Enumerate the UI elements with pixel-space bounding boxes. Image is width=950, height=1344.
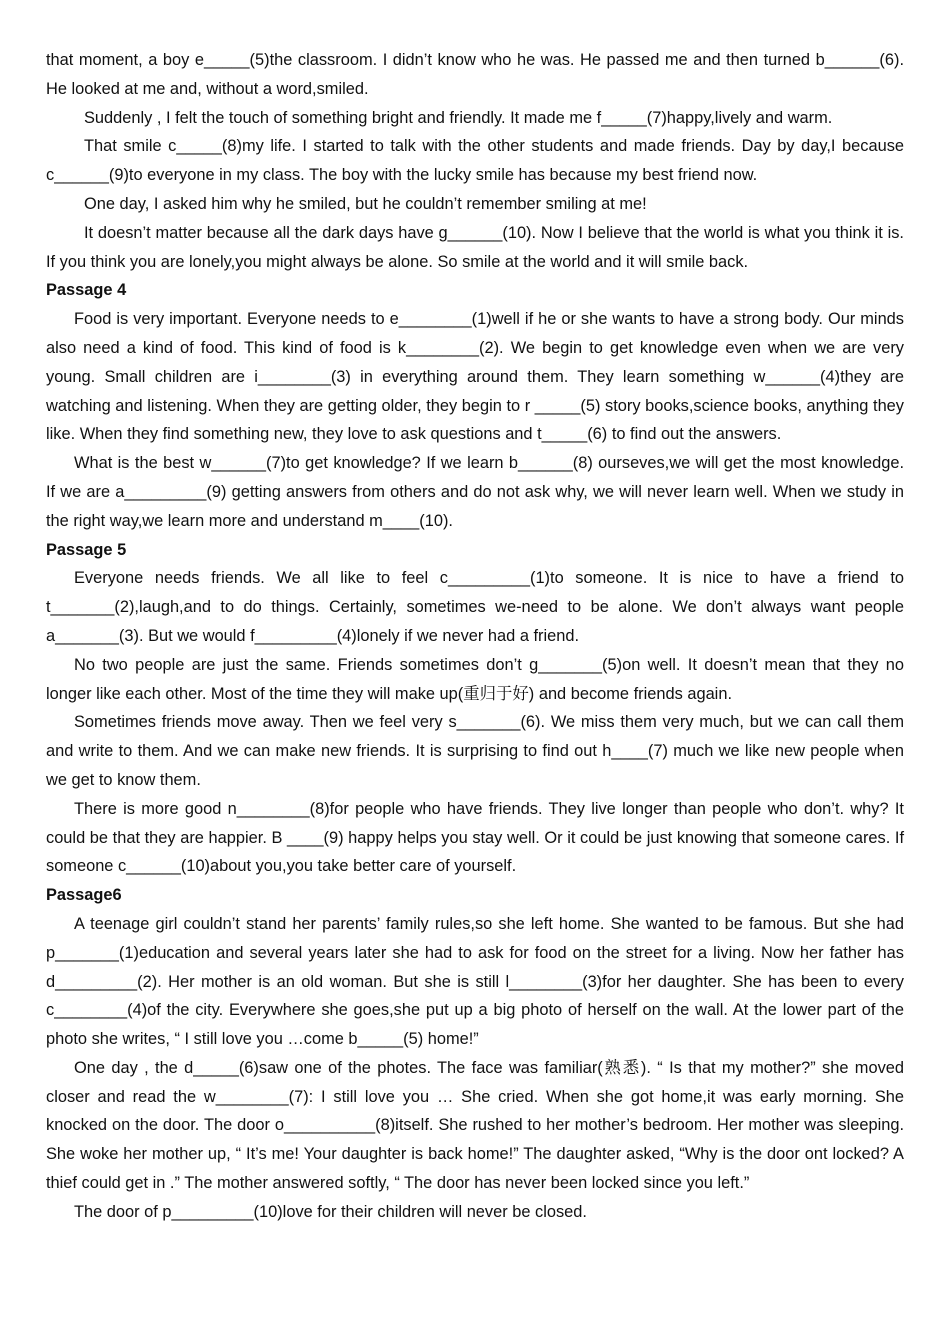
passage-5-title: Passage 5 xyxy=(46,540,127,559)
passage-3-paragraph: That smile c_____(8)my life. I started to talk with the other students and made friends. Day by day,I because c______(9)to everyone in my class. The boy with the lucky smile has because my best friend now. xyxy=(46,137,904,185)
passage-4-paragraph: Food is very important. Everyone needs to e________(1)well if he or she wants to have a strong body. Our minds also need a kind of food. This kind of food is k________(2). We begin to get knowledge even when we are very young. Small children are i________(3) in everything around them. They learn something w______(4)they are watching and listening. When they are getting older, they begin to r _____(5) story books,science books, anything they like. When they find something new, they love to ask questions and t_____(6) to find out the answers. xyxy=(46,310,904,444)
passage-3-paragraph: that moment, a boy e_____(5)the classroom. I didn’t know who he was. He passed me and then turned b______(6). He looked at me and, without a word,smiled. xyxy=(46,51,904,98)
passage-5-paragraph: No two people are just the same. Friends sometimes don’t g_______(5)on well. It doesn’t mean that they no longer like each other. Most of the time they will make up(重归于好) and become friends again. xyxy=(46,655,904,703)
passage-6-paragraph: The door of p_________(10)love for their children will never be closed. xyxy=(74,1202,587,1221)
passage-3-continuation xyxy=(46,46,904,276)
passage-5-paragraph: There is more good n________(8)for people who have friends. They live longer than people who don’t. why? It could be that they are happier. B ____(9) happy helps you stay well. Or it could be just knowing that someone cares. If someone c______(10)about you,you take better care of yourself. xyxy=(46,799,904,876)
passage-6 xyxy=(46,881,904,1227)
passage-5-paragraph: Sometimes friends move away. Then we feel very s_______(6). We miss them very much, but we can call them and write to them. And we can make new friends. It is surprising to find out h____(7) much we like new people when we get to know them. xyxy=(46,713,904,789)
passage-4 xyxy=(46,276,904,535)
passage-6-paragraph: One day , the d_____(6)saw one of the photes. The face was familiar(熟悉). “ Is that my mother?” she moved closer and read the w________(7): I still love you … She cried. When she got home,it was early morning. She knocked on the door. The door o__________(8)itself. She rushed to her mother’s bedroom. Her mother was sleeping. She woke her mother up, “ It’s me! Your daughter is back home!” The daughter asked, “Why is the door ont locked? A thief could get in .” The mother answered softly, “ The door has never been locked since you left.” xyxy=(46,1058,904,1193)
passage-6-title: Passage6 xyxy=(46,886,122,905)
passage-5-paragraph: Everyone needs friends. We all like to feel c_________(1)to someone. It is nice to have a friend to t_______(2),laugh,and to do things. Certainly, sometimes we-need to be alone. We don’t always want people a_______(3). But we would f_________(4)lonely if we never had a friend. xyxy=(46,569,904,645)
passage-4-title: Passage 4 xyxy=(46,281,127,300)
passage-3-paragraph: Suddenly , I felt the touch of something bright and friendly. It made me f_____(7)happy,lively and warm. xyxy=(84,108,833,127)
passage-4-paragraph: What is the best w______(7)to get knowledge? If we learn b______(8) ourseves,we will get the most knowledge. If we are a_________(9) getting answers from others and do not ask why, we will never learn well. When we study in the right way,we learn more and understand m____(10). xyxy=(46,454,904,530)
passage-3-paragraph: It doesn’t matter because all the dark days have g______(10). Now I believe that the world is what you think it is. If you think you are lonely,you might always be alone. So smile at the world and it will smile back. xyxy=(46,223,904,271)
passage-5 xyxy=(46,536,904,882)
passage-3-paragraph: One day, I asked him why he smiled, but he couldn’t remember smiling at me! xyxy=(84,194,647,213)
passage-6-paragraph: A teenage girl couldn’t stand her parents’ family rules,so she left home. She wanted to be famous. But she had p_______(1)education and several years later she had to ask for food on the street for a living. Now her father has d_________(2). Her mother is an old woman. But she is still l________(3)for her daughter. She has been to every c________(4)of the city. Everywhere she goes,she put up a big photo of herself on the wall. At the lower part of the photo she writes, “ I still love you …come b_____(5) home!” xyxy=(46,914,904,1049)
